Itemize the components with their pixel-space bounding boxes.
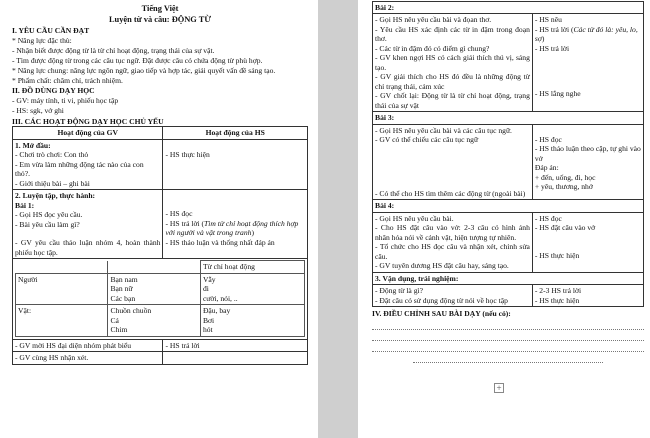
- table-cell: [163, 352, 308, 364]
- table-cell: - GV mời HS đại diện nhóm phát biểu: [13, 339, 163, 351]
- dotted-line: [413, 354, 603, 363]
- text-line: - HS trả lời (Tìm từ chỉ hoạt động thích hợp với người và vật trong tranh): [165, 218, 299, 238]
- table-cell: [108, 261, 200, 273]
- dotted-line: [372, 332, 644, 341]
- dotted-line: [372, 321, 644, 330]
- exercise-heading: Bài 2:: [373, 2, 644, 14]
- table-cell: - HS đọc - HS đặt câu vào vở - HS thực hiện: [532, 212, 643, 272]
- section-activities-heading: III. CÁC HOẠT ĐỘNG DẠY HỌC CHỦ YẾU: [12, 116, 164, 126]
- table-cell: - Động từ là gì? - Đặt câu có sử dụng động từ nói về học tập: [373, 285, 533, 307]
- dotted-line: [372, 343, 644, 352]
- text-line: - HS thực hiện: [165, 149, 210, 159]
- section-heading: 3. Vận dụng, trải nghiệm:: [373, 272, 644, 284]
- exercise-heading: Bài 3:: [373, 112, 644, 124]
- worksheet-table: [15, 260, 305, 336]
- exercise-heading: Bài 4:: [373, 200, 644, 212]
- worksheet-cell: Đậu, bay Bơi hót: [200, 305, 304, 336]
- table-cell: [13, 190, 163, 259]
- text-line: - Gọi HS đọc yêu cầu.: [15, 210, 83, 220]
- table-cell: - GV cùng HS nhận xét.: [13, 352, 163, 364]
- text-line: - Em vừa làm những động tác nào của con thỏ?.: [15, 159, 144, 179]
- worksheet-cell: Vật:: [16, 305, 108, 336]
- worksheet-header: Từ chỉ hoạt động: [200, 261, 304, 273]
- column-header-student: Hoạt động của HS: [163, 127, 308, 139]
- column-header-teacher: Hoạt động của GV: [13, 127, 163, 139]
- text-line: * Năng lực chung: năng lực ngôn ngữ, giao tiếp và hợp tác, giải quyết vấn đề sáng tạo.: [12, 65, 276, 75]
- table-cell: [16, 261, 108, 273]
- section-materials-heading: II. ĐỒ DÙNG DẠY HỌC: [12, 86, 95, 96]
- text-line: - HS thảo luận và thống nhất đáp án: [165, 237, 275, 247]
- page-title: Tiếng Việt: [141, 4, 179, 13]
- table-cell: [163, 139, 308, 189]
- page-right: [358, 0, 650, 438]
- table-cell: - Gọi HS nêu yêu cầu bài và các câu tục ngữ. - GV có thể chiếu các câu tục ngữ - Có thể cho HS tìm thêm các động từ (ngoài bài): [373, 124, 533, 199]
- activities-table-continued: [372, 1, 644, 307]
- table-cell: - Gọi HS nêu yêu cầu bài và đọan thơ. - Yêu cầu HS xác định các từ in đậm trong đoạn thơ. - Các từ in đậm đó có điểm gì chung? - GV khen ngợi HS có cách giải thích thú vị, sáng tạo. - GV giải thích cho HS đó đều là những động từ chỉ trạng thái, cảm xúc - GV chốt lại: Động từ là từ chỉ hoạt động, trạng thái của sự vật: [373, 14, 533, 112]
- page-gap: [318, 0, 358, 438]
- activities-table: [12, 126, 308, 364]
- table-cell: - Gọi HS nêu yêu cầu bài. - Cho HS đặt câu vào vở: 2-3 câu có hình ảnh nhân hóa nói về cảnh vật, hiện tượng tự nhiên. - Tổ chức cho HS đọc câu và nhận xét, chỉnh sửa câu. - GV tuyên dương HS đặt câu hay, sáng tạo.: [373, 212, 533, 272]
- row-heading: 1. Mở đầu:: [15, 140, 51, 150]
- text-line: * Phẩm chất: chăm chỉ, trách nhiệm.: [12, 75, 123, 85]
- worksheet-cell: Bạn nam Bạn nữ Các bạn: [108, 273, 200, 304]
- table-cell: - HS nêu - HS trả lời (Các từ đó là: yêu, lo, sợ) - HS trả lời - HS lắng nghe: [532, 14, 643, 112]
- worksheet-cell: Chuồn chuồn Cá Chim: [108, 305, 200, 336]
- section-objectives-heading: I. YÊU CẦU CẦN ĐẠT: [12, 26, 90, 35]
- text-line: - HS: sgk, vở ghi: [12, 106, 64, 116]
- text-line: - GV yêu cầu thảo luận nhóm 4, hoàn thành phiếu học tập.: [15, 238, 161, 257]
- text-line: - HS đọc: [165, 209, 193, 219]
- table-cell: [13, 259, 308, 339]
- table-cell: [163, 190, 308, 259]
- table-cell: - HS trả lời: [163, 339, 308, 351]
- text-line: - Nhận biết được động từ là từ chỉ hoạt động, trạng thái của sự vật.: [12, 45, 215, 55]
- table-cell: - HS đọc - HS thảo luận theo cặp, tự ghi vào vở Đáp án: + đến, uống, đi, học + yêu, thương, nhớ: [532, 124, 643, 199]
- add-icon[interactable]: +: [494, 383, 504, 393]
- worksheet-cell: Vẫy đi cười, nói, ..: [200, 273, 304, 304]
- text-line: - Chơi trò chơi: Con thỏ: [15, 150, 89, 160]
- text-line: - Tìm được động từ trong các câu tục ngữ. Đặt được câu có chứa động từ phù hợp.: [12, 55, 263, 65]
- section-adjustment-heading: IV. ĐIỀU CHỈNH SAU BÀI DẠY (nếu có):: [372, 309, 511, 319]
- text-line: - Bài yêu cầu làm gì?: [15, 219, 80, 229]
- page-subtitle: Luyện từ và câu: ĐỘNG TỪ: [108, 14, 212, 24]
- text-line: * Năng lực đặc thù:: [12, 35, 72, 45]
- text-line: - GV: máy tính, ti vi, phiếu học tập: [12, 96, 119, 106]
- text-line: - Giới thiệu bài – ghi bài: [15, 178, 90, 188]
- exercise-heading: Bài 1:: [15, 200, 35, 210]
- row-heading: 2. Luyện tập, thực hành:: [15, 191, 96, 201]
- table-cell: [13, 139, 163, 189]
- page-left: [0, 0, 318, 438]
- table-cell: - 2-3 HS trả lời - HS thực hiện: [532, 285, 643, 307]
- worksheet-cell: Người: [16, 273, 108, 304]
